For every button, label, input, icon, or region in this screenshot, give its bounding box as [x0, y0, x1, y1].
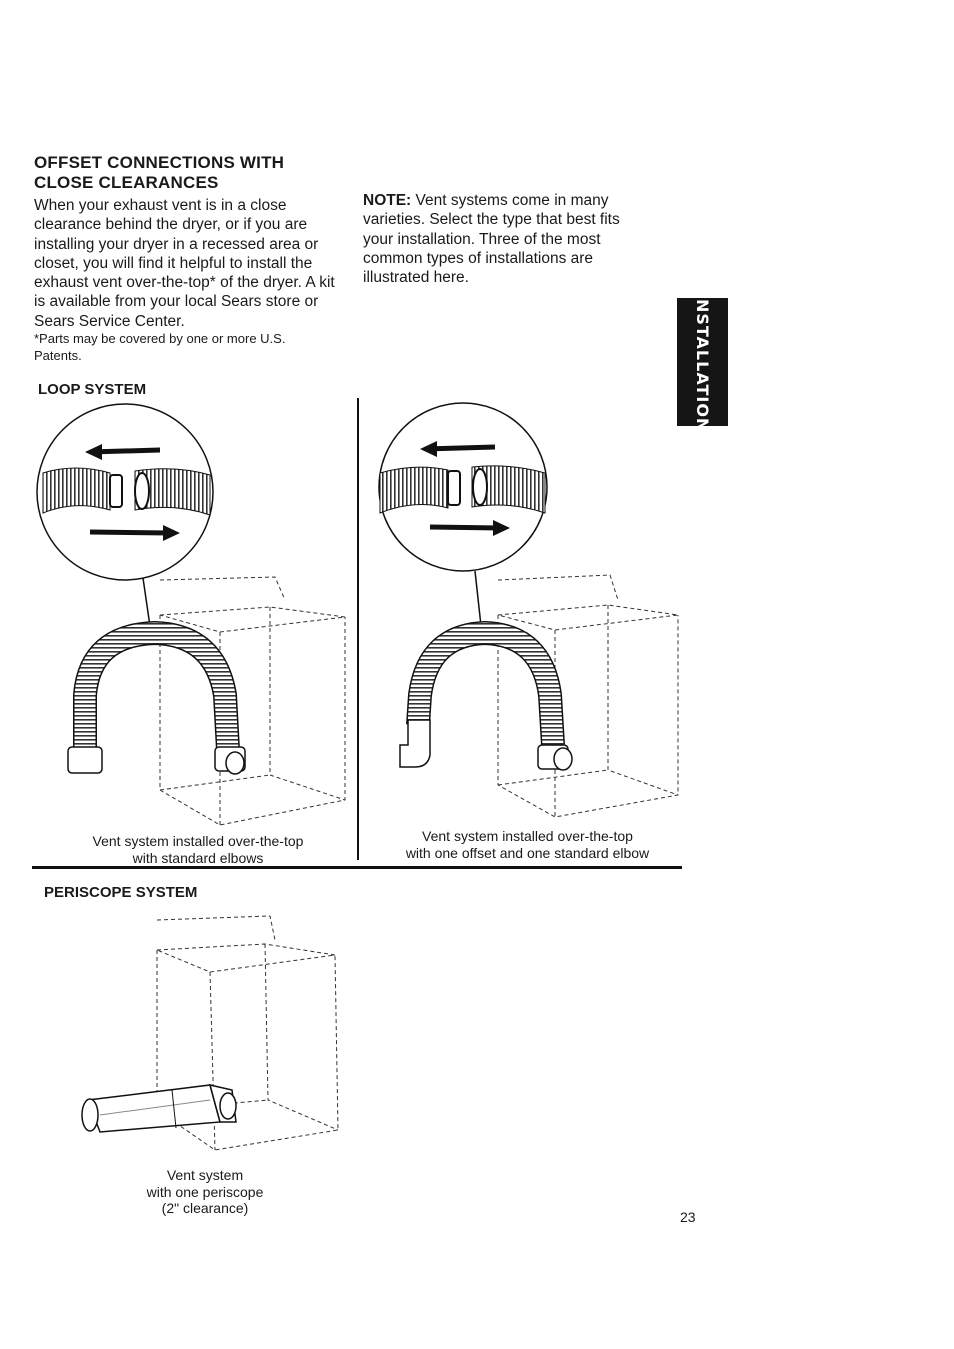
exhaust-port-icon [226, 752, 244, 774]
periscope-caption [110, 1167, 300, 1217]
arrow-right-icon [430, 527, 500, 528]
note-paragraph [363, 191, 638, 287]
loop-offset-elbow-illustration [370, 395, 690, 835]
duct-coupler-icon [448, 471, 460, 505]
periscope-caption-line-1: Vent system [166, 1167, 244, 1183]
loop-right-caption [380, 828, 675, 861]
exhaust-port-icon [554, 748, 572, 770]
periscope-illustration [60, 910, 350, 1160]
loop-right-caption-line-2: with one offset and one standard elbow [405, 844, 650, 861]
periscope-system-title: PERISCOPE SYSTEM [44, 884, 198, 901]
loop-right-caption-line-1: Vent system installed over-the-top [422, 828, 633, 844]
installation-tab-label: INSTALLATION [693, 291, 712, 433]
page-number: 23 [680, 1209, 696, 1225]
loop-duct-ribs [418, 633, 553, 745]
section-heading: OFFSET CONNECTIONS WITH CLOSE CLEARANCES [34, 153, 285, 192]
note-label: NOTE: [363, 192, 412, 209]
exhaust-port-icon [220, 1093, 236, 1119]
loop-left-caption [60, 833, 336, 866]
vertical-divider [357, 398, 359, 860]
periscope-caption-line-2: with one periscope [146, 1183, 264, 1200]
note-text: Vent systems come in many varieties. Select the type that best fits your installation. Three of the most common types of installations are illustrated here. [363, 192, 620, 287]
elbow-left-icon [68, 747, 102, 773]
loop-left-caption-line-2: with standard elbows [132, 849, 264, 866]
duct-end-icon [473, 469, 487, 505]
dryer-outline [160, 577, 345, 825]
periscope-duct-icon [88, 1085, 220, 1132]
loop-left-caption-line-1: Vent system installed over-the-top [92, 833, 304, 849]
loop-standard-elbows-illustration [30, 395, 355, 835]
offset-elbow-icon [400, 720, 430, 767]
loop-system-title: LOOP SYSTEM [38, 381, 147, 398]
periscope-end-left-icon [82, 1099, 98, 1131]
arrow-right-icon [90, 532, 170, 533]
dryer-outline [498, 575, 678, 817]
patent-footnote: *Parts may be covered by one or more U.S. Patents. [34, 331, 286, 363]
loop-duct-ribs [85, 633, 228, 755]
duct-end-icon [135, 473, 149, 509]
periscope-caption-line-3: (2" clearance) [161, 1200, 249, 1216]
horizontal-divider [32, 866, 682, 869]
intro-paragraph: When your exhaust vent is in a close clearance behind the dryer, or if you are installing your dryer in a recessed area or closet, you will find it helpful to install the exhaust vent over-the-top* of the dryer. A kit is available from your local Sears store or Sears Service Center. [34, 197, 335, 330]
duct-coupler-icon [110, 475, 122, 507]
